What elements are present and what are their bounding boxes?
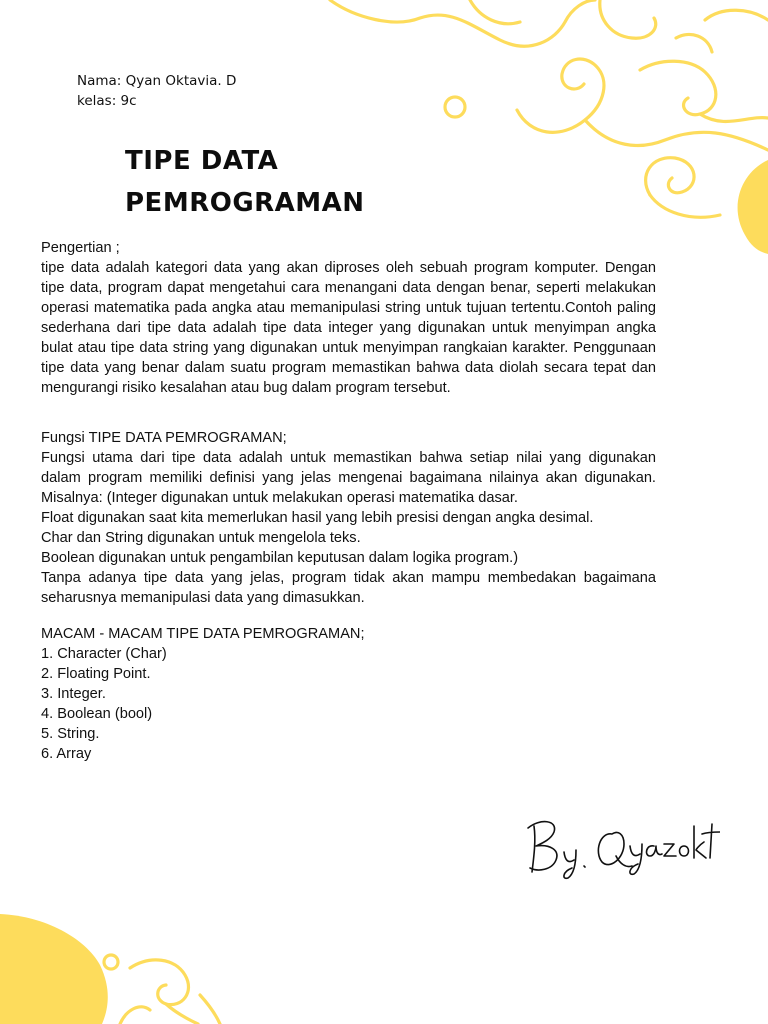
title-line-2: PEMROGRAMAN — [125, 188, 365, 218]
section-spacer — [41, 608, 656, 624]
list-item: 2. Floating Point. — [41, 666, 151, 682]
fungsi-paragraph: Fungsi utama dari tipe data adalah untuk memastikan bahwa setiap nilai yang digunakan dalam program memiliki definisi yang jelas mengenai bagaimana nilainya akan digunakan. Misalnya: (Integer digunakan untuk melakukan operasi matematika dasar. — [41, 450, 656, 506]
list-item: 6. Array — [41, 746, 92, 762]
fungsi-bool-line: Boolean digunakan untuk pengambilan keputusan dalam logika program.) — [41, 550, 519, 566]
student-name: Nama: Qyan Oktavia. D — [77, 73, 237, 89]
document-body — [41, 238, 656, 764]
section-spacer — [41, 398, 656, 428]
fungsi-float-line: Float digunakan saat kita memerlukan hasil yang lebih presisi dengan angka desimal. — [41, 510, 594, 526]
macam-list — [41, 644, 656, 764]
title-line-1: TIPE DATA — [125, 146, 279, 176]
student-info — [77, 71, 236, 111]
student-class: kelas: 9c — [77, 93, 137, 109]
macam-heading: MACAM - MACAM TIPE DATA PEMROGRAMAN; — [41, 626, 365, 642]
list-item: 4. Boolean (bool) — [41, 706, 153, 722]
list-item: 3. Integer. — [41, 686, 106, 702]
list-item: 5. String. — [41, 726, 100, 742]
fungsi-closing: Tanpa adanya tipe data yang jelas, program tidak akan mampu membedakan bagaimana seharusnya memanipulasi data yang dimasukkan. — [41, 570, 656, 606]
list-item: 1. Character (Char) — [41, 646, 167, 662]
fungsi-heading: Fungsi TIPE DATA PEMROGRAMAN; — [41, 430, 287, 446]
handwritten-signature — [520, 812, 720, 882]
fungsi-char-line: Char dan String digunakan untuk mengelola teks. — [41, 530, 361, 546]
page-title — [125, 140, 365, 224]
pengertian-heading: Pengertian ; — [41, 240, 120, 256]
pengertian-paragraph: tipe data adalah kategori data yang akan diproses oleh sebuah program komputer. Dengan tipe data, program dapat mengetahui cara menangani data dengan benar, seperti melakukan operasi matematika pada angka atau memanipulasi string untuk tujuan tertentu.Contoh paling sederhana dari tipe data adalah tipe data integer yang digunakan untuk menyimpan angka bulat atau tipe data string yang digunakan untuk menyimpan rangkaian karakter. Penggunaan tipe data yang benar dalam suatu program memastikan bahwa data diolah secara tepat dan mengurangi risiko kesalahan atau bug dalam program tersebut. — [41, 260, 656, 396]
